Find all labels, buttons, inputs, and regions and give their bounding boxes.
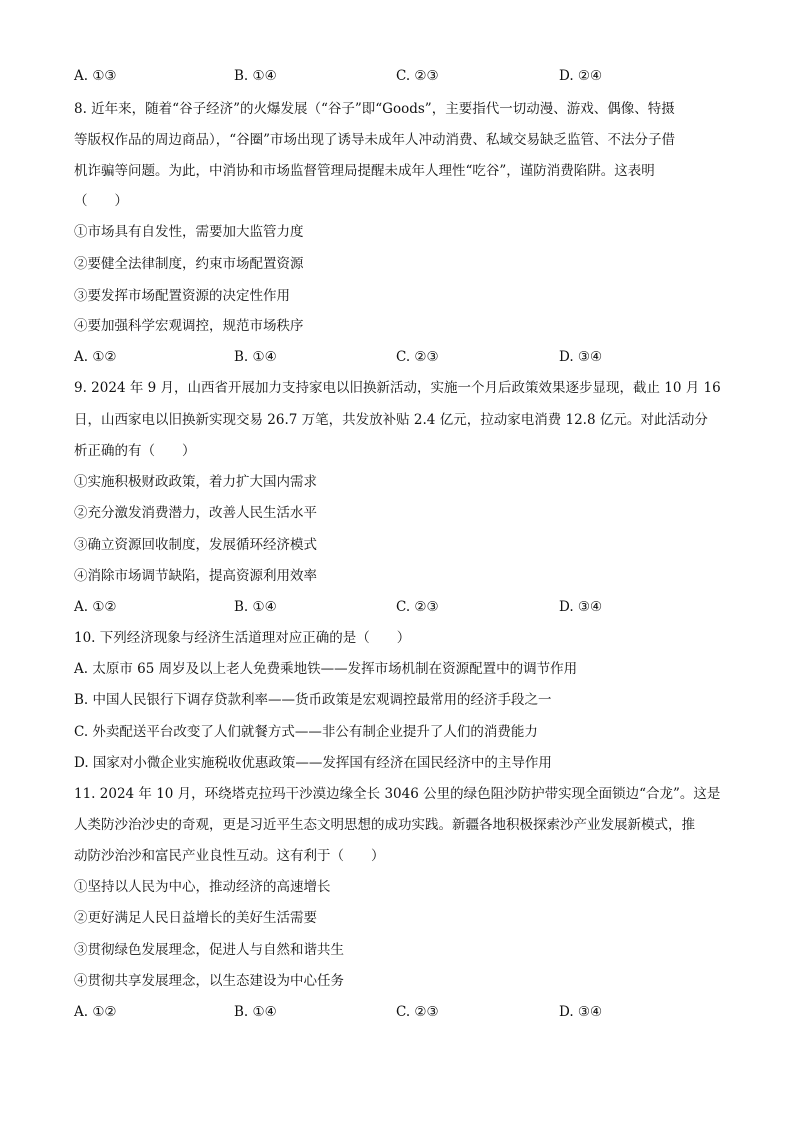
q9-option-a: A. ①② (74, 599, 117, 615)
q8-answer-blank: （ ） (74, 193, 128, 209)
q9-statement-2: ②充分激发消费潜力，改善人民生活水平 (74, 505, 317, 521)
q9-stem-line-2: 日，山西家电以旧换新实现交易 26.7 万笔，共发放补贴 2.4 亿元，拉动家电消费 12.8 亿元。对此活动分 (74, 412, 708, 428)
q11-option-d: D. ③④ (559, 1004, 603, 1020)
q7-option-a: A. ①③ (74, 68, 117, 84)
q11-stem-line-3: 动防沙治沙和富民产业良性互动。这有利于（ ） (74, 848, 385, 864)
q9-statement-4: ④消除市场调节缺陷，提高资源利用效率 (74, 568, 317, 584)
q9-option-d: D. ③④ (559, 599, 603, 615)
q7-options (74, 66, 734, 86)
q9-stem-line-1: 9. 2024 年 9 月，山西省开展加力支持家电以旧换新活动，实施一个月后政策效果逐步显现，截止 10 月 16 (74, 380, 721, 396)
q8-options (74, 347, 734, 367)
q10-choice-a: A. 太原市 65 周岁及以上老人免费乘地铁——发挥市场机制在资源配置中的调节作用 (74, 661, 578, 677)
q7-option-d: D. ②④ (559, 68, 603, 84)
q9-stem-line-3: 析正确的有（ ） (74, 443, 196, 459)
q8-statement-3: ③要发挥市场配置资源的决定性作用 (74, 288, 290, 304)
q10-stem: 10. 下列经济现象与经济生活道理对应正确的是（ ） (74, 630, 411, 646)
q11-option-a: A. ①② (74, 1004, 117, 1020)
q8-stem-line-2: 等版权作品的周边商品），“谷圈”市场出现了诱导未成年人冲动消费、私域交易缺乏监管、不法分子借 (74, 132, 676, 148)
q11-statement-2: ②更好满足人民日益增长的美好生活需要 (74, 910, 317, 926)
q9-statement-1: ①实施积极财政政策，着力扩大国内需求 (74, 474, 317, 490)
q8-statement-2: ②要健全法律制度，约束市场配置资源 (74, 256, 304, 272)
q8-stem-line-3: 机诈骗等问题。为此，中消协和市场监督管理局提醒未成年人理性“吃谷”，谨防消费陷阱。这表明 (74, 163, 655, 179)
q11-statement-1: ①坚持以人民为中心，推动经济的高速增长 (74, 879, 331, 895)
q11-options (74, 1002, 734, 1022)
q8-option-d: D. ③④ (559, 349, 603, 365)
q9-option-b: B. ①④ (234, 599, 277, 615)
q8-option-c: C. ②③ (396, 349, 439, 365)
q8-statement-4: ④要加强科学宏观调控，规范市场秩序 (74, 318, 304, 334)
q9-options (74, 597, 734, 617)
q11-option-b: B. ①④ (234, 1004, 277, 1020)
q8-stem-line-1: 8. 近年来，随着“谷子经济”的火爆发展（“谷子”即“Goods”，主要指代一切动漫、游戏、偶像、特摄 (74, 101, 675, 117)
q11-statement-3: ③贯彻绿色发展理念，促进人与自然和谐共生 (74, 942, 344, 958)
q7-option-c: C. ②③ (396, 68, 439, 84)
q8-option-a: A. ①② (74, 349, 117, 365)
q8-option-b: B. ①④ (234, 349, 277, 365)
q7-option-b: B. ①④ (234, 68, 277, 84)
q10-choice-d: D. 国家对小微企业实施税收优惠政策——发挥国有经济在国民经济中的主导作用 (74, 755, 552, 771)
q11-statement-4: ④贯彻共享发展理念，以生态建设为中心任务 (74, 973, 344, 989)
q11-stem-line-2: 人类防沙治沙史的奇观，更是习近平生态文明思想的成功实践。新疆各地积极探索沙产业发展新模式，推 (74, 817, 695, 833)
q11-option-c: C. ②③ (396, 1004, 439, 1020)
q9-option-c: C. ②③ (396, 599, 439, 615)
q11-stem-line-1: 11. 2024 年 10 月，环绕塔克拉玛干沙漠边缘全长 3046 公里的绿色阻沙防护带实现全面锁边“合龙”。这是 (74, 786, 721, 802)
q9-statement-3: ③确立资源回收制度，发展循环经济模式 (74, 537, 317, 553)
q8-statement-1: ①市场具有自发性，需要加大监管力度 (74, 224, 304, 240)
q10-choice-c: C. 外卖配送平台改变了人们就餐方式——非公有制企业提升了人们的消费能力 (74, 724, 538, 740)
q10-choice-b: B. 中国人民银行下调存贷款利率——货币政策是宏观调控最常用的经济手段之一 (74, 692, 552, 708)
